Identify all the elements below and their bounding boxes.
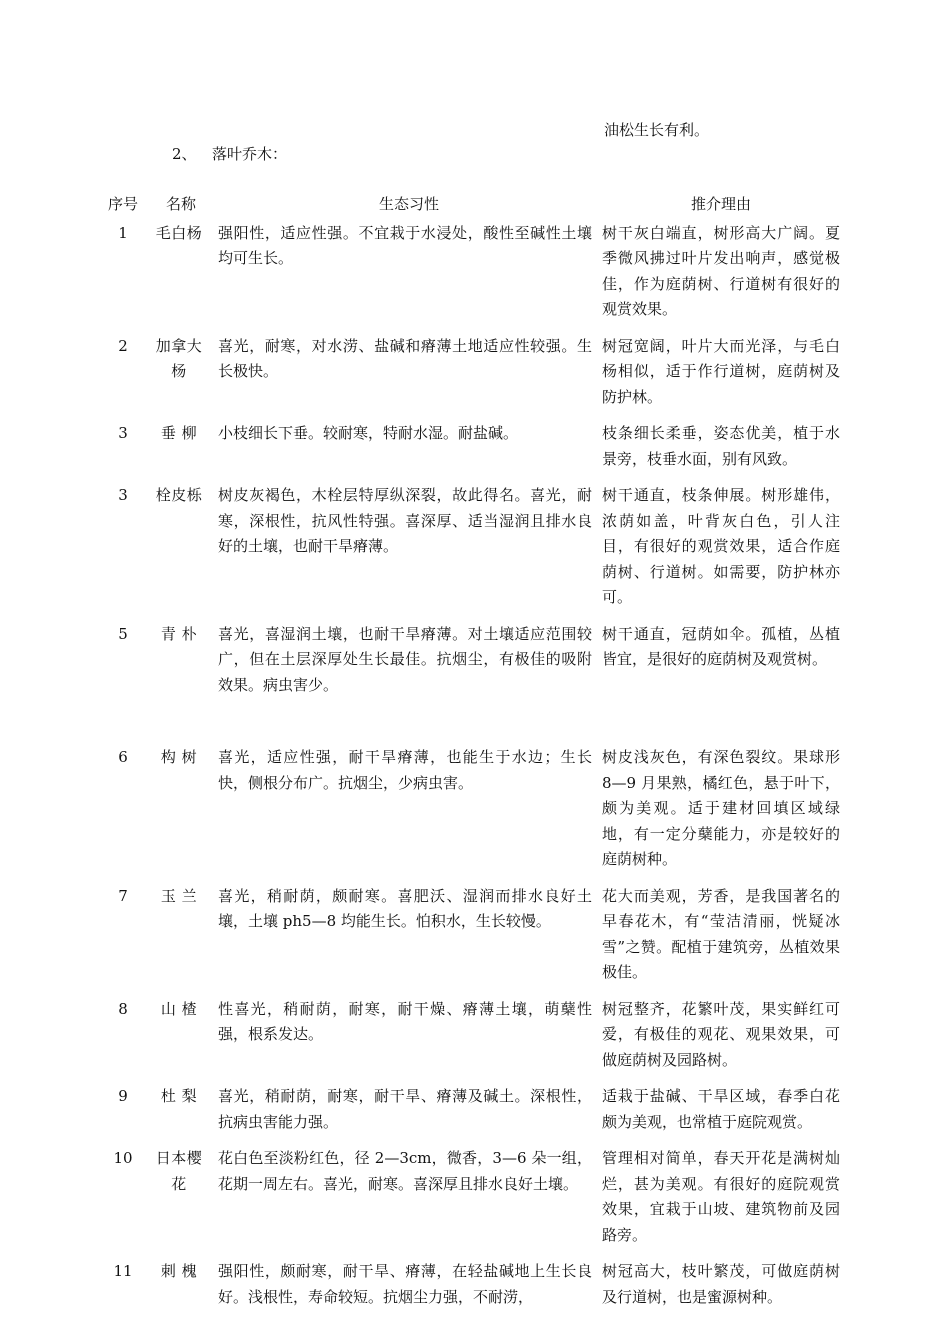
row-name: 垂 柳 <box>160 424 198 442</box>
row-name: 山 楂 <box>160 999 198 1018</box>
row-index: 3 <box>118 486 128 504</box>
row-index: 7 <box>118 886 128 905</box>
tree-table <box>100 192 840 1321</box>
row-habit: 性喜光，稍耐荫，耐寒，耐干燥、瘠薄土壤，萌蘖性强，根系发达。 <box>218 999 592 1043</box>
row-reason: 枝条细长柔垂，姿态优美，植于水景旁，枝垂水面，别有风致。 <box>602 424 840 468</box>
row-habit: 树皮灰褐色，木栓层特厚纵深裂，故此得名。喜光，耐寒，深根性，抗风性特强。喜深厚、适当湿润且排水良好的土壤，也耐干旱瘠薄。 <box>218 486 592 555</box>
table-row <box>100 421 840 483</box>
row-reason: 树冠高大，枝叶繁茂，可做庭荫树及行道树，也是蜜源树种。 <box>602 1262 840 1306</box>
row-index: 2 <box>118 336 128 355</box>
row-name: 青 朴 <box>160 624 198 643</box>
row-habit: 喜光，喜湿润土壤，也耐干旱瘠薄。对土壤适应范围较广，但在土层深厚处生长最佳。抗烟尘，有极佳的吸附效果。病虫害少。 <box>218 624 592 694</box>
row-reason: 花大而美观，芳香，是我国著名的早春花木，有“莹洁清丽，恍疑冰雪”之赞。配植于建筑旁，丛植效果极佳。 <box>602 886 840 981</box>
row-name: 日本樱花 <box>155 1149 203 1193</box>
row-habit: 喜光，适应性强，耐干旱瘠薄，也能生于水边；生长快，侧根分布广。抗烟尘，少病虫害。 <box>218 748 592 792</box>
header-name: 名称 <box>165 195 196 213</box>
header-index: 序号 <box>107 195 138 213</box>
row-name: 刺 槐 <box>160 1262 198 1280</box>
row-habit: 强阳性，颇耐寒，耐干旱、瘠薄，在轻盐碱地上生长良好。浅根性，寿命较短。抗烟尘力强，不耐涝， <box>218 1262 592 1306</box>
row-index: 3 <box>118 424 128 442</box>
row-index: 10 <box>113 1149 133 1167</box>
row-name: 栓皮栎 <box>155 486 203 504</box>
row-index: 1 <box>118 223 128 242</box>
header-reason: 推介理由 <box>690 195 751 213</box>
row-name: 玉 兰 <box>160 886 198 905</box>
row-habit: 喜光，稍耐荫，耐寒，耐干旱、瘠薄及碱土。深根性，抗病虫害能力强。 <box>218 1087 592 1131</box>
section-number: 2、 <box>172 145 197 163</box>
table-row <box>100 745 840 884</box>
header-habit: 生态习性 <box>378 195 439 213</box>
row-name: 加拿大杨 <box>155 336 203 380</box>
table-row <box>100 622 840 746</box>
row-name: 毛白杨 <box>155 223 203 242</box>
table-row <box>100 1259 840 1321</box>
table-row <box>100 884 840 997</box>
table-header-row <box>100 192 840 221</box>
table-row <box>100 1146 840 1259</box>
row-index: 11 <box>113 1262 133 1280</box>
row-habit: 喜光，耐寒，对水涝、盐碱和瘠薄土地适应性较强。生长极快。 <box>218 336 592 380</box>
table-row <box>100 997 840 1085</box>
table-row <box>100 334 840 422</box>
table-row <box>100 483 840 622</box>
row-index: 5 <box>118 624 128 643</box>
row-reason: 树干通直，冠荫如伞。孤植，丛植皆宜，是很好的庭荫树及观赏树。 <box>602 624 840 668</box>
carryover-text: 油松生长有利。 <box>604 121 710 139</box>
row-reason: 适栽于盐碱、干旱区域，春季白花颇为美观，也常植于庭院观赏。 <box>602 1087 840 1131</box>
section-title: 落叶乔木： <box>212 145 288 163</box>
row-reason: 树干通直，枝条伸展。树形雄伟，浓荫如盖，叶背灰白色，引人注目，有很好的观赏效果，适合作庭荫树、行道树。如需要，防护林亦可。 <box>602 486 840 606</box>
row-index: 8 <box>118 999 128 1018</box>
row-habit: 强阳性，适应性强。不宜栽于水浸处，酸性至碱性土壤均可生长。 <box>218 223 592 267</box>
row-reason: 管理相对简单，春天开花是满树灿烂，甚为美观。有很好的庭院观赏效果，宜栽于山坡、建筑物前及园路旁。 <box>602 1149 840 1244</box>
row-reason: 树冠整齐，花繁叶茂，果实鲜红可爱，有极佳的观花、观果效果，可做庭荫树及园路树。 <box>602 999 840 1069</box>
table-row <box>100 1084 840 1146</box>
row-habit: 花白色至淡粉红色，径 2—3cm，微香，3—6 朵一组，花期一周左右。喜光，耐寒。喜深厚且排水良好土壤。 <box>218 1149 592 1193</box>
row-index: 6 <box>118 748 128 766</box>
section-heading <box>172 141 287 167</box>
row-reason: 树干灰白端直，树形高大广阔。夏季微风拂过叶片发出响声，感觉极佳，作为庭荫树、行道树有很好的观赏效果。 <box>602 223 840 318</box>
row-index: 9 <box>118 1087 128 1105</box>
table-row <box>100 221 840 334</box>
row-habit: 小枝细长下垂。较耐寒，特耐水湿。耐盐碱。 <box>218 424 519 442</box>
row-name: 杜 梨 <box>160 1087 198 1105</box>
row-reason: 树皮浅灰色，有深色裂纹。果球形 8—9 月果熟，橘红色，悬于叶下，颇为美观。适于建材回填区域绿地，有一定分蘖能力，亦是较好的庭荫树种。 <box>602 748 840 868</box>
row-reason: 树冠宽阔，叶片大而光泽，与毛白杨相似，适于作行道树，庭荫树及防护林。 <box>602 336 840 406</box>
row-name: 构 树 <box>160 748 198 766</box>
row-habit: 喜光，稍耐荫，颇耐寒。喜肥沃、湿润而排水良好土壤，土壤 ph5—8 均能生长。怕积水，生长较慢。 <box>218 886 592 930</box>
